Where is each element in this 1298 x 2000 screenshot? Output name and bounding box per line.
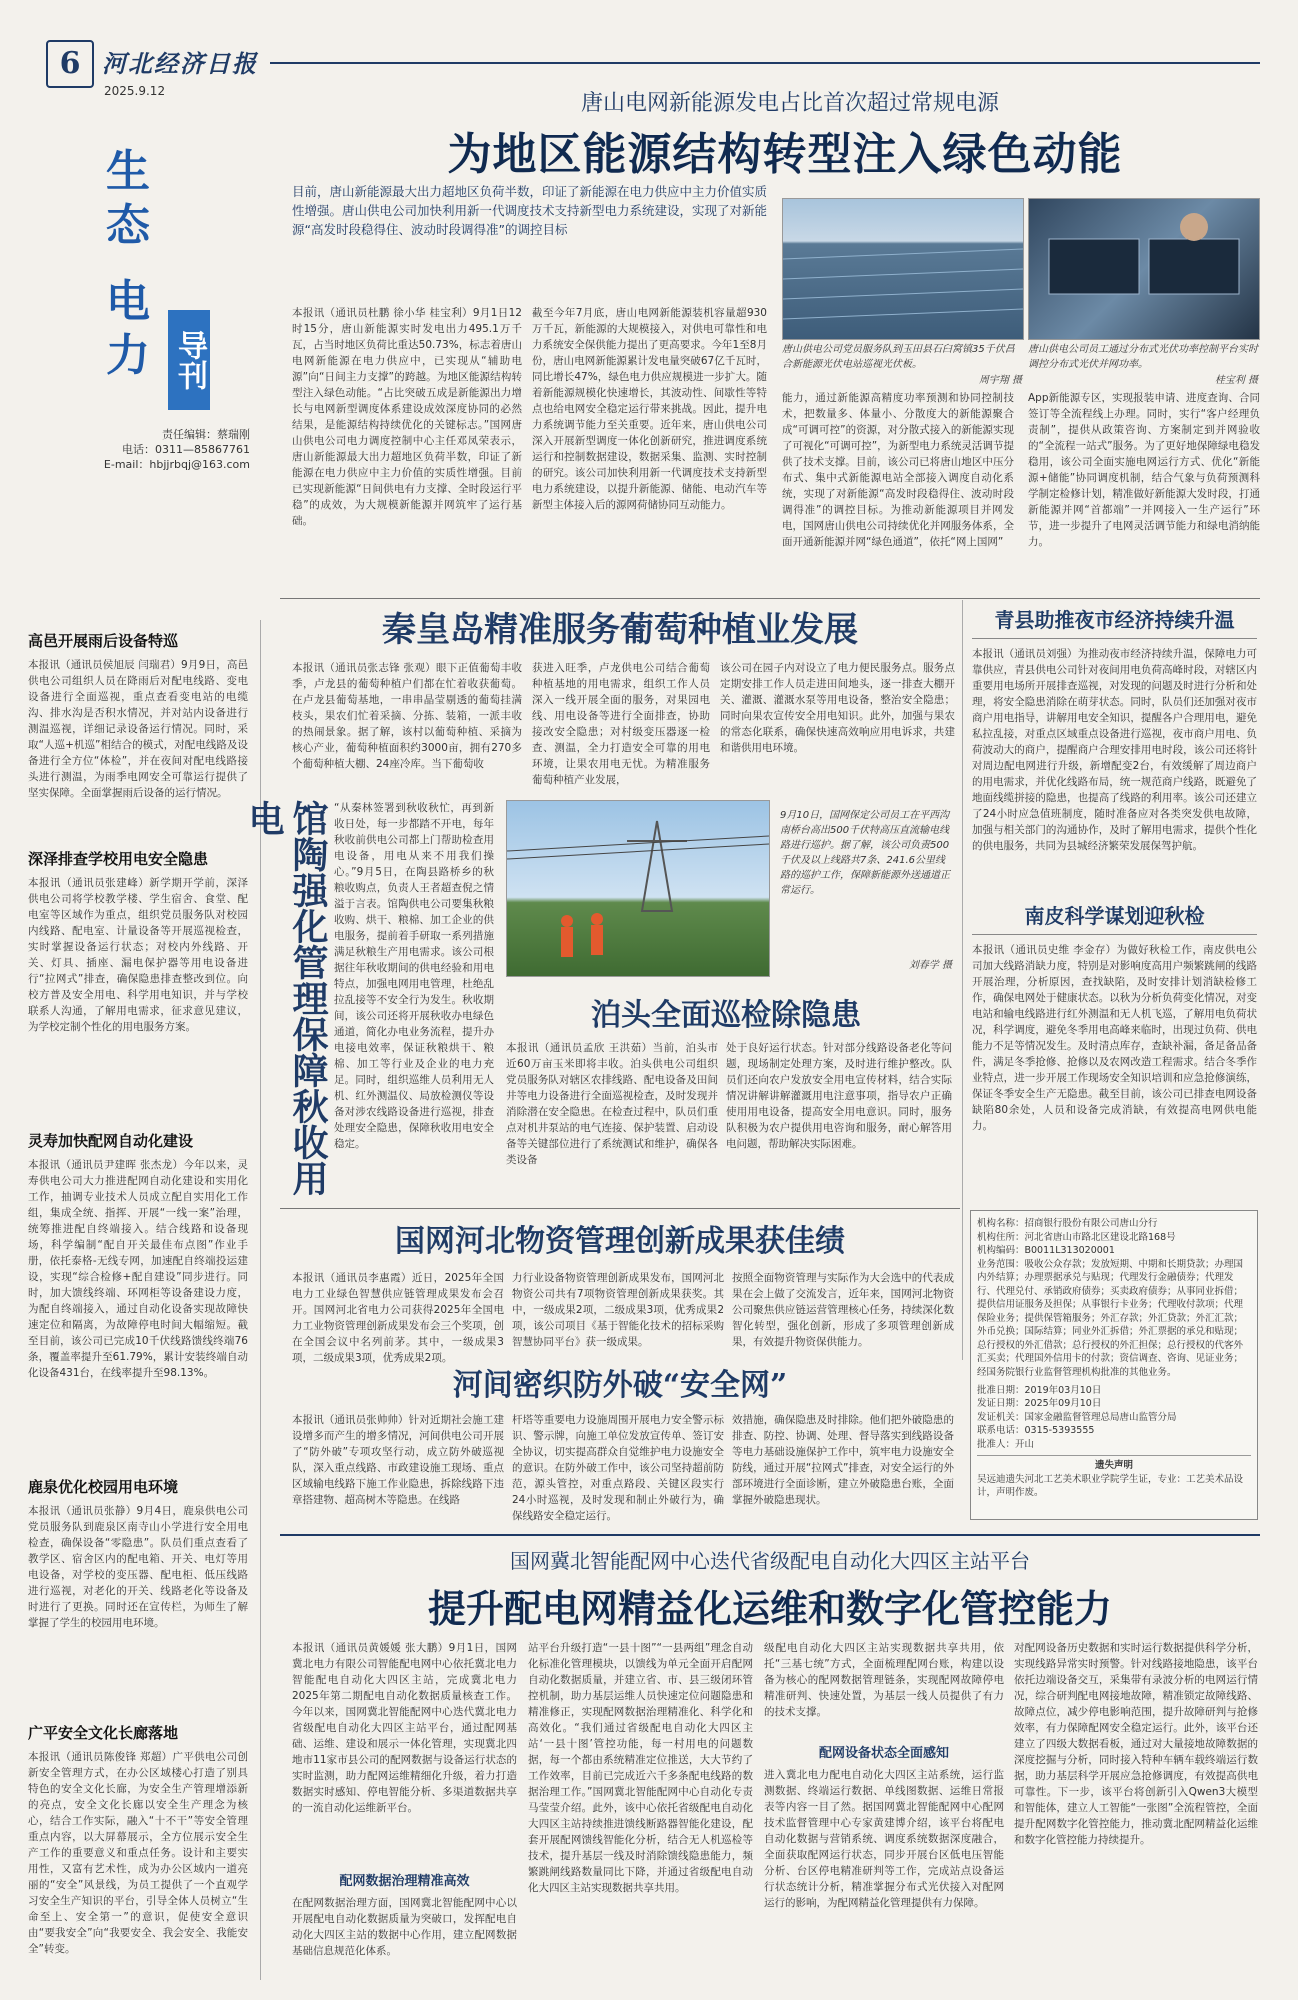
wholesale-col-3: 按照全面物资管理与实际作为大会选中的代表成果在会上做了交流发言，近年来，国网河北物资公司聚焦供应链运营管理核心任务，持续深化数智化转型，强化创新，形成了多项管理创新成果，有效提升物资保供能力。 [732,1272,954,1348]
bottom-col-3 [764,1640,1004,1985]
lead-photo1-credit: 周宇翔 摄 [978,375,1022,386]
license-code: 机构编码：B0011L313020001 [977,1245,1115,1256]
qinhuangdao-headline: 秦皇岛精准服务葡萄种植业发展 [382,610,858,650]
hejian-headline: 河间密织防外破“安全网” [452,1368,788,1403]
right-column-divider [962,600,963,1360]
guantao-headline: 馆陶强化管理保障秋收用电 [243,800,329,1196]
masthead [46,40,306,112]
sidebar-story-body: 本报讯（通讯员陈俊锋 郑超）广平供电公司创新安全管理方式，在办公区域楼心打造了别具特色的安全文化长廊，为安全生产管理增添新的亮点，安全文化长廊以安全生产理念为核心，结合工作实际，融入“十不干”等安全管理重点内容，以大屏幕展示，全方位展示安全生产工作的重要意义和重点任务。设计和主要实用性，又富有艺术性，成为办公区域内一道亮丽的“安全”风景线，为员工提供了一个直观学习安全生产知识的平台，引导全体人员树立“生命至上、安全第一”的意识，促使安全意识由“要我安全”向“我要安全、我会安全、我能安全”转变。 [28,1751,248,1955]
section-title-char: 力 [106,330,150,381]
transmission-photo-caption: 9月10日，国网保定公司员工在平西沟南桥台高出500千伏特高压直流输电线路进行巡护。据了解，该公司负责500千伏及以上线路共7条、241.6公里线路的巡护工作，保障新能源外送通道正常运行。 [780,810,950,896]
bottom-headline: 提升配电网精益化运维和数字化管控能力 [427,1586,1112,1631]
divider-qhd [280,598,1260,599]
lost-notice-title: 遗失声明 [977,1455,1251,1473]
lead-photo2-caption: 唐山供电公司员工通过分布式光伏功率控制平台实时调控分布式光伏并网功率。 [1028,344,1258,370]
qingxian-body: 本报讯（通讯员刘强）为推动夜市经济持续升温，保障电力可靠供应，青县供电公司针对夜间用电负荷高峰时段，对辖区内重要用电场所开展排查巡视，对发现的问题及时进行分析和处理，将安全隐患消除在萌芽状态。同时，队员们还加强对夜市商户用电指导，讲解用电安全知识，提醒各户合理用电，避免私拉乱接，对重点区域重点设备进行巡视，夜市商户用电、负荷波动大的商户，提醒商户合理安排用电时段，该公司还将针对周边配电网进行升级，新增配变2台，有效缓解了周边商户的用电需求，并优化线路布局，统一规范商户线路，既避免了地面线缆拼接的隐患，也提高了线路的利用率。该公司还建立了24小时应急值班制度，随时准备应对各类突发供电故障，加强与相关部门的沟通协作，及时了解用电需求，提供个性化的供电服务，共同为县城经济繁荣发展保驾护航。 [972,648,1257,852]
lead-col-3: 能力，通过新能源高精度功率预测和协同控制技术，把数量多、体量小、分散度大的新能源聚合成“可调可控”的资源，对分散式接入的新能源实现了可视化“可调可控”，为新型电力系统灵活调节提供了技术支撑。目前，该公司已将唐山地区中压分布式、集中式新能源电站全部接入调度自动化系统，实现了对新能源“高发时段稳得住、波动时段调得准”的调控目标。为推动新能源项目并网发电，国网唐山供电公司持续优化并网服务体系，全面开通新能源并网“绿色通道”，依托“网上国网” [782,392,1014,548]
license-name: 机构名称：招商银行股份有限公司唐山分行 [977,1218,1158,1229]
section-title-char: 电 [106,276,150,327]
license-issue-date: 发证日期：2025年09月10日 [977,1398,1102,1409]
nanpi-headline: 南皮科学谋划迎秋检 [1024,904,1205,928]
bottom-col-1-text: 本报讯（通讯员黄媛媛 张大鹏）9月1日，国网冀北电力有限公司智能配电网中心依托冀北电力智能配电自动化大四区主站，完成冀北电力2025年第二期配电自动化数据质量核查工作。今年以来，国网冀北智能配网中心迭代冀北电力省级配电自动化大四区主站平台，通过配网基础、运维、建设和展示一体化管理，实现冀北四地市11家市县公司的配网数据与设备运行状态的实时监测，助力配网运维精细化升级，着力打造数据实时感知、停电智能分析、多渠道数据共享的一流自动化运维新平台。 [292,1642,517,1814]
divider-bottom [280,1534,1260,1536]
lead-photo1-caption: 唐山供电公司党员服务队到玉田县石臼窝镇35千伏昌合新能源光伏电站巡视光伏板。 [782,344,1015,370]
sidebar-story-body: 本报讯（通讯员张建峰）新学期开学前，深泽供电公司将学校教学楼、学生宿舍、食堂、配电室等区域作为重点，组织党员服务队对校园内线路、配电室、计量设备等开展巡视检查，实时掌握设备运行状态；对校内外线路、开关、灯具、插座、漏电保护器等用电设备进行“拉网式”排查，确保隐患排查整改到位。向校方普及安全用电、科学用电知识，并与学校联系人沟通，了解用电需求，征求意见建议，为学校定制个性化的用电服务方案。 [28,877,248,1033]
license-approver: 批准人：开山 [977,1438,1035,1450]
bottom-col-1 [292,1640,517,1985]
sidebar-story-headline: 广平安全文化长廊落地 [28,1724,179,1742]
divider-wholesale [280,1208,960,1209]
sidebar-story-body: 本报讯（通讯员张静）9月4日，鹿泉供电公司党员服务队到鹿泉区南寺山小学进行安全用电检查，确保设备“零隐患”。队员们重点查看了教学区、宿舍区内的配电箱、开关、电灯等用电设备，对学校的变压器、配电柜、低压线路进行巡视，对老化的开关、线路老化等设备及时进行了更换。同时还在宣传栏，为师生了解掌握了学生的校园用电环境。 [28,1505,248,1629]
license-address: 机构住所：河北省唐山市路北区建设北路168号 [977,1231,1176,1243]
botou-headline: 泊头全面巡检除隐患 [591,998,861,1033]
lead-kicker: 唐山电网新能源发电占比首次超过常规电源 [580,91,999,116]
monitor-icon [1029,199,1259,339]
hejian-col-3: 效措施，确保隐患及时排除。他们把外破隐患的排查、防控、协调、处理、督导落实到线路设备等电力基础设施保护工作中，筑牢电力设施安全防线，通过开展“拉网式”排查，对安全运行的外部环境进行全面诊断，建立外破隐患台账，全面掌握外破隐患现状。 [732,1414,954,1506]
lead-photo-control-room [1028,198,1260,340]
sidebar-story-5 [28,1722,248,1989]
sidebar-story-1 [28,630,248,849]
editor-phone: 电话：0311—85867761 [122,443,250,456]
wholesale-col-2: 力行业设备物资管理创新成果发布，国网河北物资公司共有7项物资管理创新成果获奖。其中，一级成果2项，二级成果3项，优秀成果2项，该公司项目《基于智能化技术的招标采购智慧协同平台》获一级成果。 [512,1272,724,1348]
license-authority: 发证机关：国家金融监督管理总局唐山监管分局 [977,1411,1177,1423]
section-title-char: 生 [106,146,150,197]
hejian-col-2: 杆塔等重要电力设施周围开展电力安全警示标识、警示牌，向施工单位发放宣传单、签订安全协议，切实提高群众自觉维护电力设施安全的意识。在防外破工作中，该公司坚持超前防范，源头管控，对重点路段、关键区段实行24小时巡视，及时发现和制止外破行为，确保线路安全稳定运行。 [512,1414,724,1522]
wholesale-col-1: 本报讯（通讯员李惠霞）近日，2025年全国电力工业绿色智慧供应链管理成果发布会召开。国网河北省电力公司获得2025年全国电力工业物资管理创新成果发布会三个奖项，创在全国会议中名列前茅。其中，一级成果3项，二级成果3项，优秀成果2项。 [292,1272,504,1364]
lead-photo2-credit: 桂宝利 摄 [1214,375,1258,386]
sidebar-story-body: 本报讯（通讯员侯旭辰 闫瑞君）9月9日，高邑供电公司组织人员在降雨后对配电线路、变电设备进行全面巡视，重点查看变电站的电缆沟、排水沟是否积水情况，并对站内设备进行测温巡视，详细记录设备运行情况。同时，采取“人巡+机巡”相结合的模式，对配电线路及设备进行全方位“体检”，并在夜间对配电线路接头进行测温，为雨季电网安全可靠运行提供了坚实保障。全面掌握雨后设备的运行情况。 [28,659,248,799]
botou-col-1: 本报讯（通讯员孟欣 王洪茹）当前，泊头市近60万亩玉米即将丰收。泊头供电公司组织党员服务队对辖区农排线路、配电设备及田间井等电力设备进行全面巡视检查，及时发现并消除潜在安全隐患。在检查过程中，队员们重点对机井泵站的电气连接、保护装置、启动设备等关键部位进行了系统测试和维护，确保各类设备 [506,1042,718,1166]
transmission-tower-icon [507,801,769,976]
qinhuangdao-col-2: 获进入旺季，卢龙供电公司结合葡萄种植基地的用电需求，组织工作人员深入一线开展全面的服务，对果园电线、用电设备等进行全面排查，协助接改安全隐患；对村级变压器逐一检查、测温，全力打造安全可靠的用电环境，让果农用电无忧。为精准服务葡萄种植产业发展， [532,662,710,786]
nanpi-headline-box [972,898,1257,935]
editor-info [100,427,250,472]
sidebar-story-headline: 鹿泉优化校园用电环境 [28,1478,179,1496]
lead-headline: 为地区能源结构转型注入绿色动能 [447,129,1123,180]
sidebar-story-headline: 深泽排查学校用电安全隐患 [28,850,209,868]
paper-name: 河北经济日报 [102,49,258,78]
section-sub-label: 导刊 [168,310,210,410]
license-notice-box [970,1210,1258,1520]
page-number: 6 [46,40,94,88]
section-title-char: 态 [106,200,150,251]
qingxian-headline: 青县助推夜市经济持续升温 [994,608,1235,632]
bottom-col-4: 对配网设备历史数据和实时运行数据提供科学分析，实现线路异常实时预警。针对线路接地隐患，该平台依托边端设备交互，采集带有录波分析的电网运行情况，综合研判配电网接地故障，精准锁定故障线路、故障点位，减少停电影响范围，提升故障研判与抢修效率，有力保障配网安全稳定运行。此外，该平台还建立了四级大数据看板，通过对大量接地故障数据的深度挖掘与分析，同时接入特种车辆车载终端运行数据，助力基层科学开展应急抢修调度，有效提高供电可靠性。下一步，该平台将创新引入Qwen3大模型和智能体，建立人工智能“一张图”全流程管控，全面提升配网数字化管控能力，推动冀北配网精益化运维和数字化管控能力持续提升。 [1014,1642,1258,1846]
qinhuangdao-col-3: 该公司在园子内对设立了电力便民服务点。服务点定期安排工作人员走进田间地头，逐一排查大棚开关、灌溉、灌溉水泵等用电设备，整治安全隐患；同时向果农宣传安全用电知识。此外，加强与果农的常态化联系，确保快速高效响应用电诉求，共建和谐供用电环境。 [720,662,955,754]
bottom-col-2: 站平台升级打造“一县十图”“一县两组”理念自动化标准化管理模块，以馈线为单元全面开启配网自动化数据质量，并建立省、市、县三级闭环管控机制，助力基层运维人员快速定位问题隐患和精准修正，实现配网数据治理精准化、科学化和高效化。“我们通过省级配电自动化大四区主站‘一县十图’管控功能，每一村用电的问题数据，每一个都由系统精准定位推送，大大节约了工作效率，目前已完成近六千多条配电线路的数据治理工作。”国网冀北智能配网中心自动化专责马莹莹介绍。此外，该中心依托省级配电自动化大四区主站持续推进馈线断路器智能化建设，配套开展配网馈线智能化分析，结合无人机巡检等技术，提升基层一线及时消除馈线隐患能力，频繁跳闸线路数量同比下降，并通过省级配电自动化大四区主站实现数据共享共用。 [528,1642,753,1894]
sidebar-story-headline: 高邑开展雨后设备特巡 [28,632,179,650]
license-phone: 联系电话：0315-5393555 [977,1425,1095,1436]
lead-col-2: 截至今年7月底，唐山电网新能源装机容量超930万千瓦，新能源的大规模接入，对供电可靠性和电力系统安全保供能力提出了更高要求。今年1至8月份，唐山电网新能源累计发电量突破67亿千瓦时，同比增长47%，绿色电力供应规模进一步扩大。随着新能源规模化快速增长，其波动性、间歇性等特点也给电网安全稳定运行带来挑战。因此，提升电力系统调节能力至关重要。近年来，唐山供电公司深入开展新型调度一体化创新研究，推进调度系统运行和控制数据建设，数据采集、监测、实时控制的研究。该公司加快利用新一代调度技术支持新型电力系统建设，以提升新能源、储能、电动汽车等新型主体接入后的源网荷储协同互动能力。 [532,307,767,511]
license-scope: 业务范围：吸收公众存款；发放短期、中期和长期贷款；办理国内外结算；办理票据承兑与贴现；代理发行金融债券；代理发行、代理兑付、承销政府债券；买卖政府债券；从事同业拆借；提供信用证服务及担保；从事银行卡业务；代理收付款项；代理保险业务；提供保管箱服务；外汇存款；外汇贷款；外汇汇款；外币兑换；国际结算；同业外汇拆借；外汇票据的承兑和贴现；总行授权的外汇借款；总行授权的外汇担保；总行授权的代客外汇买卖；代理国外信用卡的付款；资信调查、咨询、见证业务；经国务院银行业监督管理机构批准的其他业务。 [977,1258,1244,1378]
transmission-photo-credit: 刘春学 摄 [908,960,952,971]
bottom-col-3b-text: 进入冀北电力配电自动化大四区主站系统，运行监测数据、终端运行数据、单线图数据、运维日常报表等内容一目了然。据国网冀北智能配网中心配网技术监督管理中心专家黄建博介绍，该平台将配电自动化数据与营销系统、调度系统数据深度融合，全面获取配网运行状态，同步开展台区低电压智能分析、台区停电精准研判等工作，完成站点设备运行状态统计分析，精准掌握分布式光伏接入对配网运行的影响，为配网精益化管理提供有力保障。 [764,1769,1004,1909]
wholesale-headline: 国网河北物资管理创新成果获佳绩 [395,1224,845,1259]
qinhuangdao-col-1: 本报讯（通讯员张志锋 张观）眼下正值葡萄丰收季，卢龙县的葡萄种植户们都在忙着收获葡萄。在卢龙县葡萄基地，一串串晶莹剔透的葡萄挂满枝头，果农们忙着采摘、分拣、装箱，一派丰收的热闹景象。据了解，该村以葡萄种植、采摘为核心产业，葡萄种植面积约3000亩，拥有270多个葡萄种植大棚、24座冷库。当下葡萄收 [292,662,522,770]
sidebar-story-headline: 灵寿加快配网自动化建设 [28,1132,194,1150]
sidebar-story-2 [28,848,248,1131]
lead-intro: 目前，唐山新能源最大出力超地区负荷半数，印证了新能源在电力供应中主力价值实质性增强。唐山供电公司加快利用新一代调度技术支持新型电力系统建设，实现了对新能源“高发时段稳得住、波动时段调得准”的调控目标 [292,184,768,237]
qingxian-headline-box [972,602,1257,639]
editor-name: 责任编辑：蔡瑞刚 [162,428,250,441]
lead-col-1: 本报讯（通讯员杜鹏 徐小华 桂宝利）9月1日12时15分，唐山新能源实时发电出力495.1万千瓦，占当时地区负荷比重达50.73%，标志着唐山电网新能源在电力供应中，已实现从“辅助电源”向“日间主力支撑”的跨越。为地区能源结构转型注入绿色动能。“占比突破五成是新能源出力增长与电网新型调度体系建设成效深度协同的必然结果，是能源结构持续优化的关键标志。”国网唐山供电公司电力调度控制中心主任邓凤荣表示，唐山新能源最大出力超地区负荷半数，印证了新能源在电力供应中主力价值的实质性增强。目前已实现新能源“日间供电有力支撑、全时段运行平稳”的成效，为大规模新能源并网筑牢了运行基础。 [292,307,522,527]
sidebar-story-body: 本报讯（通讯员尹建晖 张杰龙）今年以来，灵寿供电公司大力推进配网自动化建设和实用化工作，抽调专业技术人员成立配自实用化工作组，集成全统、指挥、开展“一线一案”治理，统筹推进配自终端接入。结合线路和设备现场，科学编制“配自开关最佳布点图”作业手册，依托泰格-无线专网，加速配自终端投运建设，实现“综合检修+配自建设”同步进行。同时，加大馈线终端、环网柜等设备建设力度，为配自终端接入，通过自动化设备实现故障快速定位和隔离，为故障停电时间大幅缩短。截至目前，该公司已完成10千伏线路馈线终端76条，覆盖率提升至61.79%，累计安装终端自动化设备431台，在线率提升至98.13%。 [28,1159,248,1379]
transmission-photo [506,800,770,977]
issue-date: 2025.9.12 [104,84,166,98]
sidebar-story-4 [28,1476,248,1727]
section-title [60,135,250,415]
hejian-col-1: 本报讯（通讯员张帅帅）针对近期社会施工建设增多而产生的增多情况，河间供电公司开展了“防外破”专项攻坚行动，成立防外破巡视队，深入重点线路、市政建设施工现场、重点区域输电线路下施工作业隐患，拆除线路下违章搭建物、超高树木等隐患。在线路 [292,1414,504,1506]
lost-notice-body: 吴远迪遗失河北工艺美术职业学院学生证，专业：工艺美术品设计，声明作废。 [977,1473,1244,1498]
lead-top-rule [270,62,1260,64]
lead-col-4: App新能源专区，实现报装申请、进度查询、合同签订等全流程线上办理。同时，实行“客户经理负责制”，提供从政策咨询、方案制定到并网验收的“全流程一站式”服务。为了更好地保障绿电稳发稳用，该公司全面实施电网运行方式、优化“新能源+储能”协同调度机制，结合气象与负荷预测科学制定检修计划，精准做好新能源大发时段，打通新能源并网“首都端”一并网接入一生产运行”环节，进一步提升了电网灵活调节能力和绿电消纳能力。 [1028,392,1260,548]
license-approval-date: 批准日期：2019年03月10日 [977,1384,1102,1396]
lead-photo-solar [782,198,1024,340]
bottom-kicker: 国网冀北智能配网中心迭代省级配电自动化大四区主站平台 [510,1549,1030,1573]
guantao-body: “从秦林签署到秋收秋忙，再到新收日处，每一步都踏不开电，每年秋收前供电公司都上门帮助检查用电设备，用电从来不用我们操心。”9月5日，在陶县路桥乡的秋粮收购点，负责人王者超查倪之情溢于言表。馆陶供电公司要集秋粮收购、烘干、粮棉、加工企业的供电服务，提前着手研取一系列措施满足秋粮生产用电需求。该公司根据往年秋收期间的供电经验和用电特点，加强电网用电管理，杜绝乱拉乱接等不安全行为发生。秋收期间，该公司还将开展秋收办电绿色通道，简化办电业务流程，提升办电接电效率，保证秋粮烘干、粮棉、加工等行业及企业的电力充足。同时，组织巡维人员利用无人机、红外测温仪、局放检测仪等设备对涉农线路设备进行巡视，排查处理安全隐患，保障秋收用电安全稳定。 [334,802,494,1150]
sidebar-story-3 [28,1130,248,1477]
bottom-col-3-text: 级配电自动化大四区主站实现数据共享共用，依托“三基七统”方式，全面梳理配网台账，构建以设备为核心的配网数据管理链条，实现配网故障停电精准研判、快速处置，为基层一线人员提供了有力的技术支撑。 [764,1642,1004,1718]
nanpi-body: 本报讯（通讯员史维 李金存）为做好秋检工作，南皮供电公司加大线路消缺力度，特别是对影响度高用户频繁跳闸的线路开展治理，分析原因，查找缺陷，及时安排计划消缺检修工作，确保电网处于健康状态。以秋为分析负荷变化情况，对变电站和输电线路进行红外测温和无人机飞巡，了解用电负荷状况，科学调度，避免冬季用电高峰来临时，出现过负荷、供电能力不足等情况发生。及时清点库存，查缺补漏，备足备品备件，满足冬季抢修、抢修以及农网改造工程需求。结合冬季作业特点，进一步开展工作现场安全知识培训和应急抢修演练，保证冬季安全生产无隐患。截至目前，该公司已排查电网设备缺陷80余处，人员和设备完成消缺，有效提高电网供电能力。 [972,944,1257,1132]
editor-email: E-mail：hbjjrbqj@163.com [103,458,250,471]
botou-col-2: 处于良好运行状态。针对部分线路设备老化等问题，现场制定处理方案，及时进行维护整改。队员们还向农户发放安全用电宣传材料，结合实际情况讲解讲解灌溉用电注意事项，指导农户正确使用用电设备，提高安全用电意识。同时，服务队积极为农户提供用电咨询和服务，耐心解答用电问题，帮助解决实际困难。 [726,1042,952,1150]
solar-panel-icon [783,199,1023,339]
bottom-col-1b-text: 在配网数据治理方面，国网冀北智能配网中心以开展配电自动化数据质量为突破口，发挥配电自动化大四区主站的数据中心作用，建立配网数据基础信息规范化体系。 [292,1897,517,1957]
bottom-subhead-1: 配网数据治理精准高效 [339,1874,470,1889]
bottom-subhead-2: 配网设备状态全面感知 [818,1746,949,1761]
